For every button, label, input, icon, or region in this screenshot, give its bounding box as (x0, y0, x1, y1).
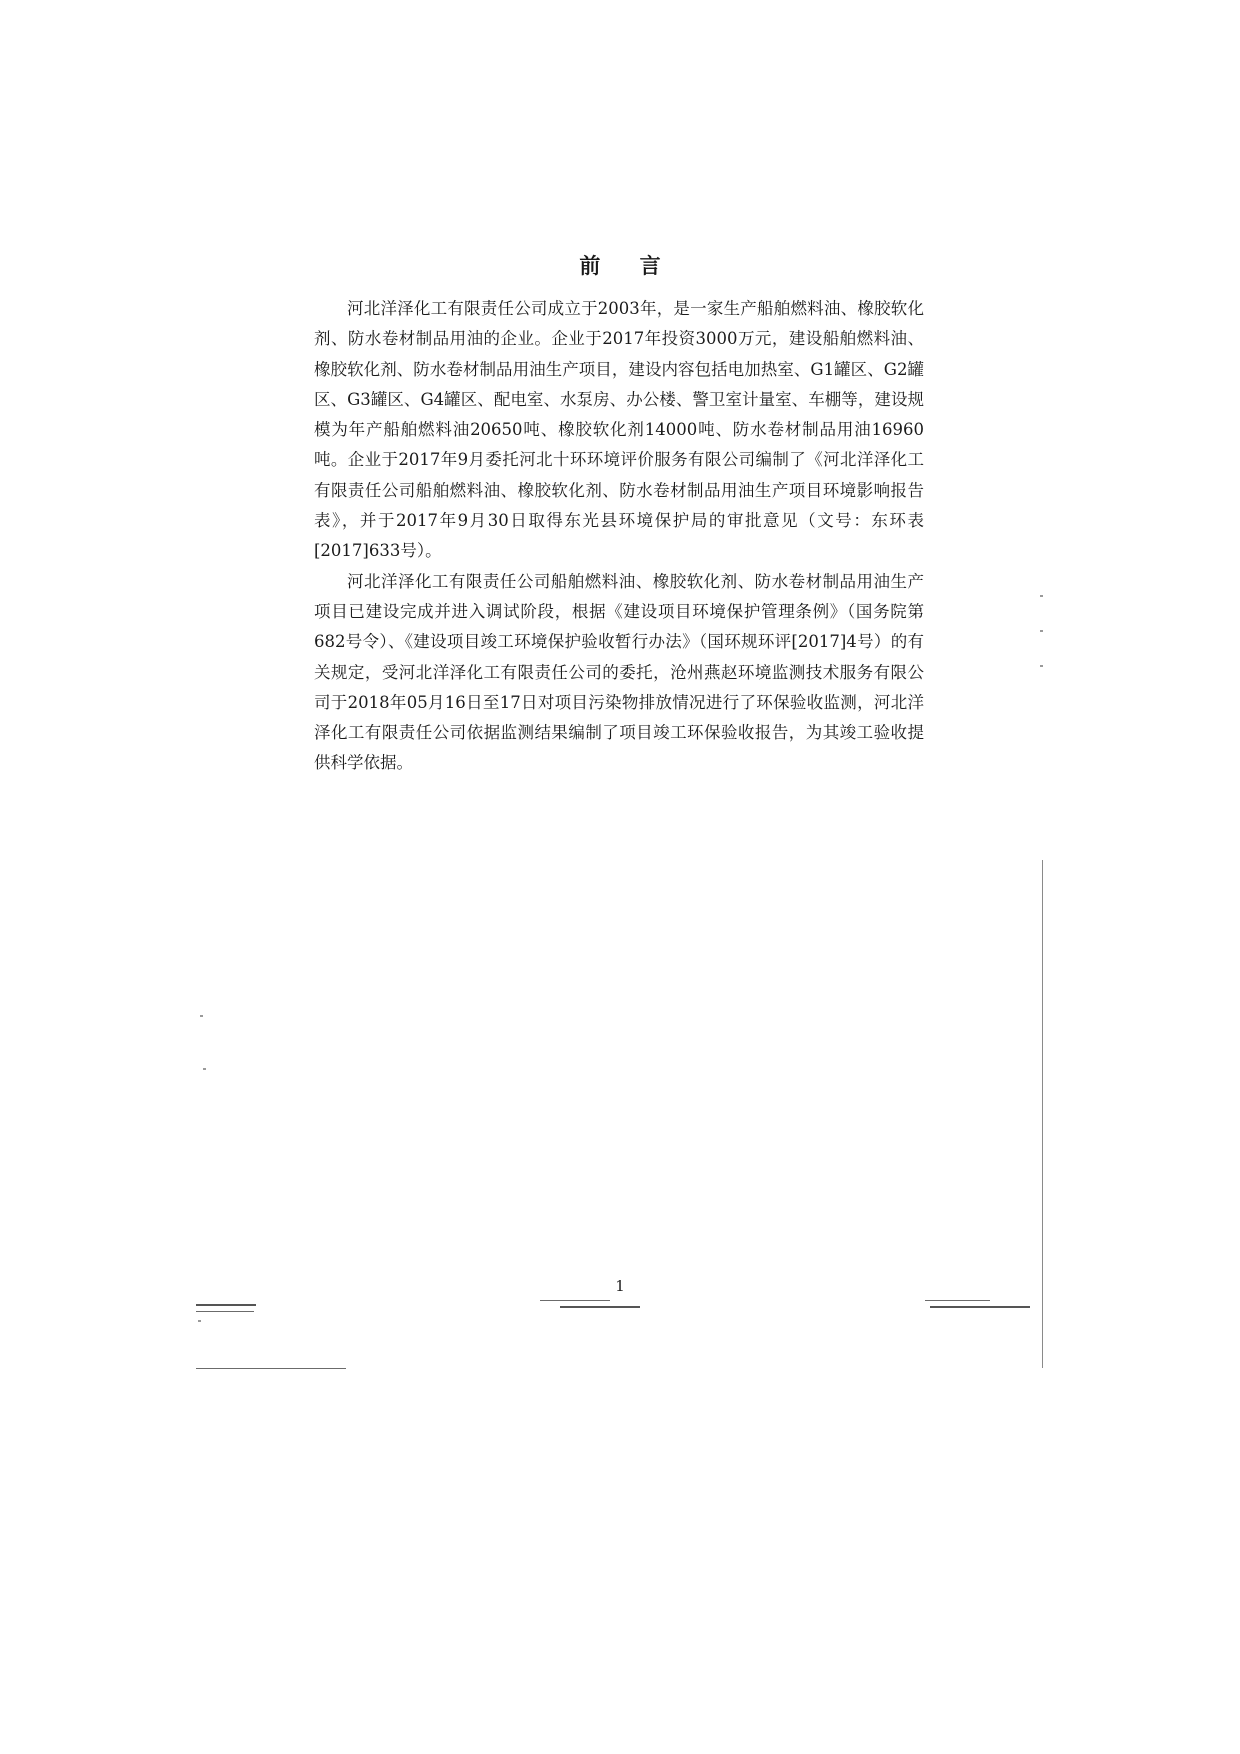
scan-speck (203, 1068, 206, 1070)
scan-speck (1040, 595, 1043, 597)
scan-speck (200, 1015, 203, 1017)
scan-artifact-line (196, 1311, 254, 1312)
page-title: 前 言 (579, 253, 677, 278)
paragraph-2: 河北洋泽化工有限责任公司船舶燃料油、橡胶软化剂、防水卷材制品用油生产项目已建设完成并进入调试阶段，根据《建设项目环境保护管理条例》（国务院第682号令）、《建设项目竣工环境保护验收暂行办法》（国环规环评[2017]4号）的有关规定，受河北洋泽化工有限责任公司的委托，沧州燕赵环境监测技术服务有限公司于2018年05月16日至17日对项目污染物排放情况进行了环保验收监测，河北洋泽化工有限责任公司依据监测结果编制了项目竣工环保验收报告，为其竣工验收提供科学依据。 (314, 571, 924, 773)
scan-artifact-line (196, 1304, 256, 1306)
page-number: 1 (615, 1277, 625, 1295)
body-text (314, 294, 924, 779)
scan-artifact-line (925, 1300, 990, 1301)
scan-artifact-line (930, 1306, 1030, 1308)
scan-artifact-edge (1042, 860, 1043, 1368)
scan-artifact-line (540, 1300, 610, 1301)
scan-artifact-line (560, 1306, 640, 1308)
scan-speck (1040, 665, 1043, 667)
scan-speck (1040, 630, 1043, 632)
scan-artifact-line (196, 1368, 346, 1369)
scan-speck (198, 1320, 201, 1322)
paragraph-1: 河北洋泽化工有限责任公司成立于2003年，是一家生产船舶燃料油、橡胶软化剂、防水卷材制品用油的企业。企业于2017年投资3000万元，建设船舶燃料油、橡胶软化剂、防水卷材制品用油生产项目，建设内容包括电加热室、G1罐区、G2罐区、G3罐区、G4罐区、配电室、水泵房、办公楼、警卫室计量室、车棚等，建设规模为年产船舶燃料油20650吨、橡胶软化剂14000吨、防水卷材制品用油16960吨。企业于2017年9月委托河北十环环境评价服务有限公司编制了《河北洋泽化工有限责任公司船舶燃料油、橡胶软化剂、防水卷材制品用油生产项目环境影响报告表》，并于2017年9月30日取得东光县环境保护局的审批意见（文号：东环表[2017]633号）。 (314, 299, 924, 561)
